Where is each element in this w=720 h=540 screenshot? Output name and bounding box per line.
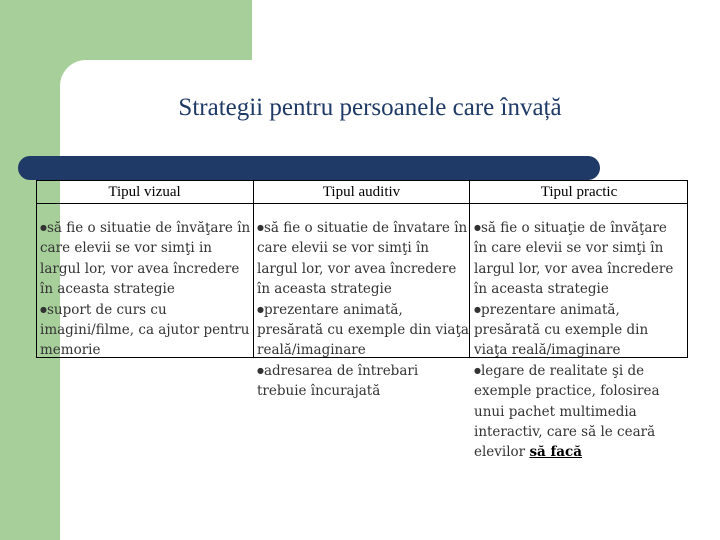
list-item: ●adresarea de întrebari trebuie încurajată bbox=[257, 362, 419, 400]
slide-title: Strategii pentru persoanele care învață bbox=[178, 94, 562, 121]
bullet-icon: ● bbox=[40, 223, 47, 232]
bullet-icon: ● bbox=[257, 304, 264, 314]
bullet-icon: ● bbox=[257, 223, 264, 232]
bullet-icon: ● bbox=[474, 304, 481, 314]
list-item: ●prezentare animată, presărată cu exemple din viaţa reală/imaginare bbox=[257, 301, 469, 359]
bullet-icon: ● bbox=[257, 365, 264, 375]
column-header: Tipul auditiv bbox=[322, 184, 401, 200]
list-item: ●să fie o situatie de învatare în care elevii se vor simţi în largul lor, vor avea încredere în aceasta strategie bbox=[257, 220, 468, 298]
list-item: ●prezentare animată, presărată cu exemple din viaţa reală/imaginare bbox=[474, 301, 649, 359]
column-header: Tipul practic bbox=[540, 184, 618, 200]
column-header: Tipul vizual bbox=[108, 184, 181, 200]
list-item: ●legare de realitate şi de exemple practice, folosirea unui pachet multimedia interactiv, care să le ceară elevilor să facă bbox=[474, 362, 660, 461]
column-practic-content bbox=[474, 218, 684, 463]
bullet-icon: ● bbox=[40, 304, 47, 314]
column-auditiv-content bbox=[257, 218, 469, 402]
emphasis-text: să facă bbox=[529, 444, 583, 461]
header-bar bbox=[18, 156, 600, 180]
list-item: ●să fie o situaţie de învăţare în care elevii se vor simţi în largul lor, vor avea încredere în aceasta strategie bbox=[474, 220, 674, 298]
bullet-icon: ● bbox=[474, 365, 481, 375]
list-item: ●suport de curs cu imagini/filme, ca ajutor pentru memorie bbox=[40, 301, 250, 359]
bullet-icon: ● bbox=[474, 223, 481, 232]
list-item: ●să fie o situatie de învăţare în care elevii se vor simţi in largul lor, vor avea încredere în aceasta strategie bbox=[40, 220, 251, 298]
column-vizual-content bbox=[40, 218, 252, 361]
